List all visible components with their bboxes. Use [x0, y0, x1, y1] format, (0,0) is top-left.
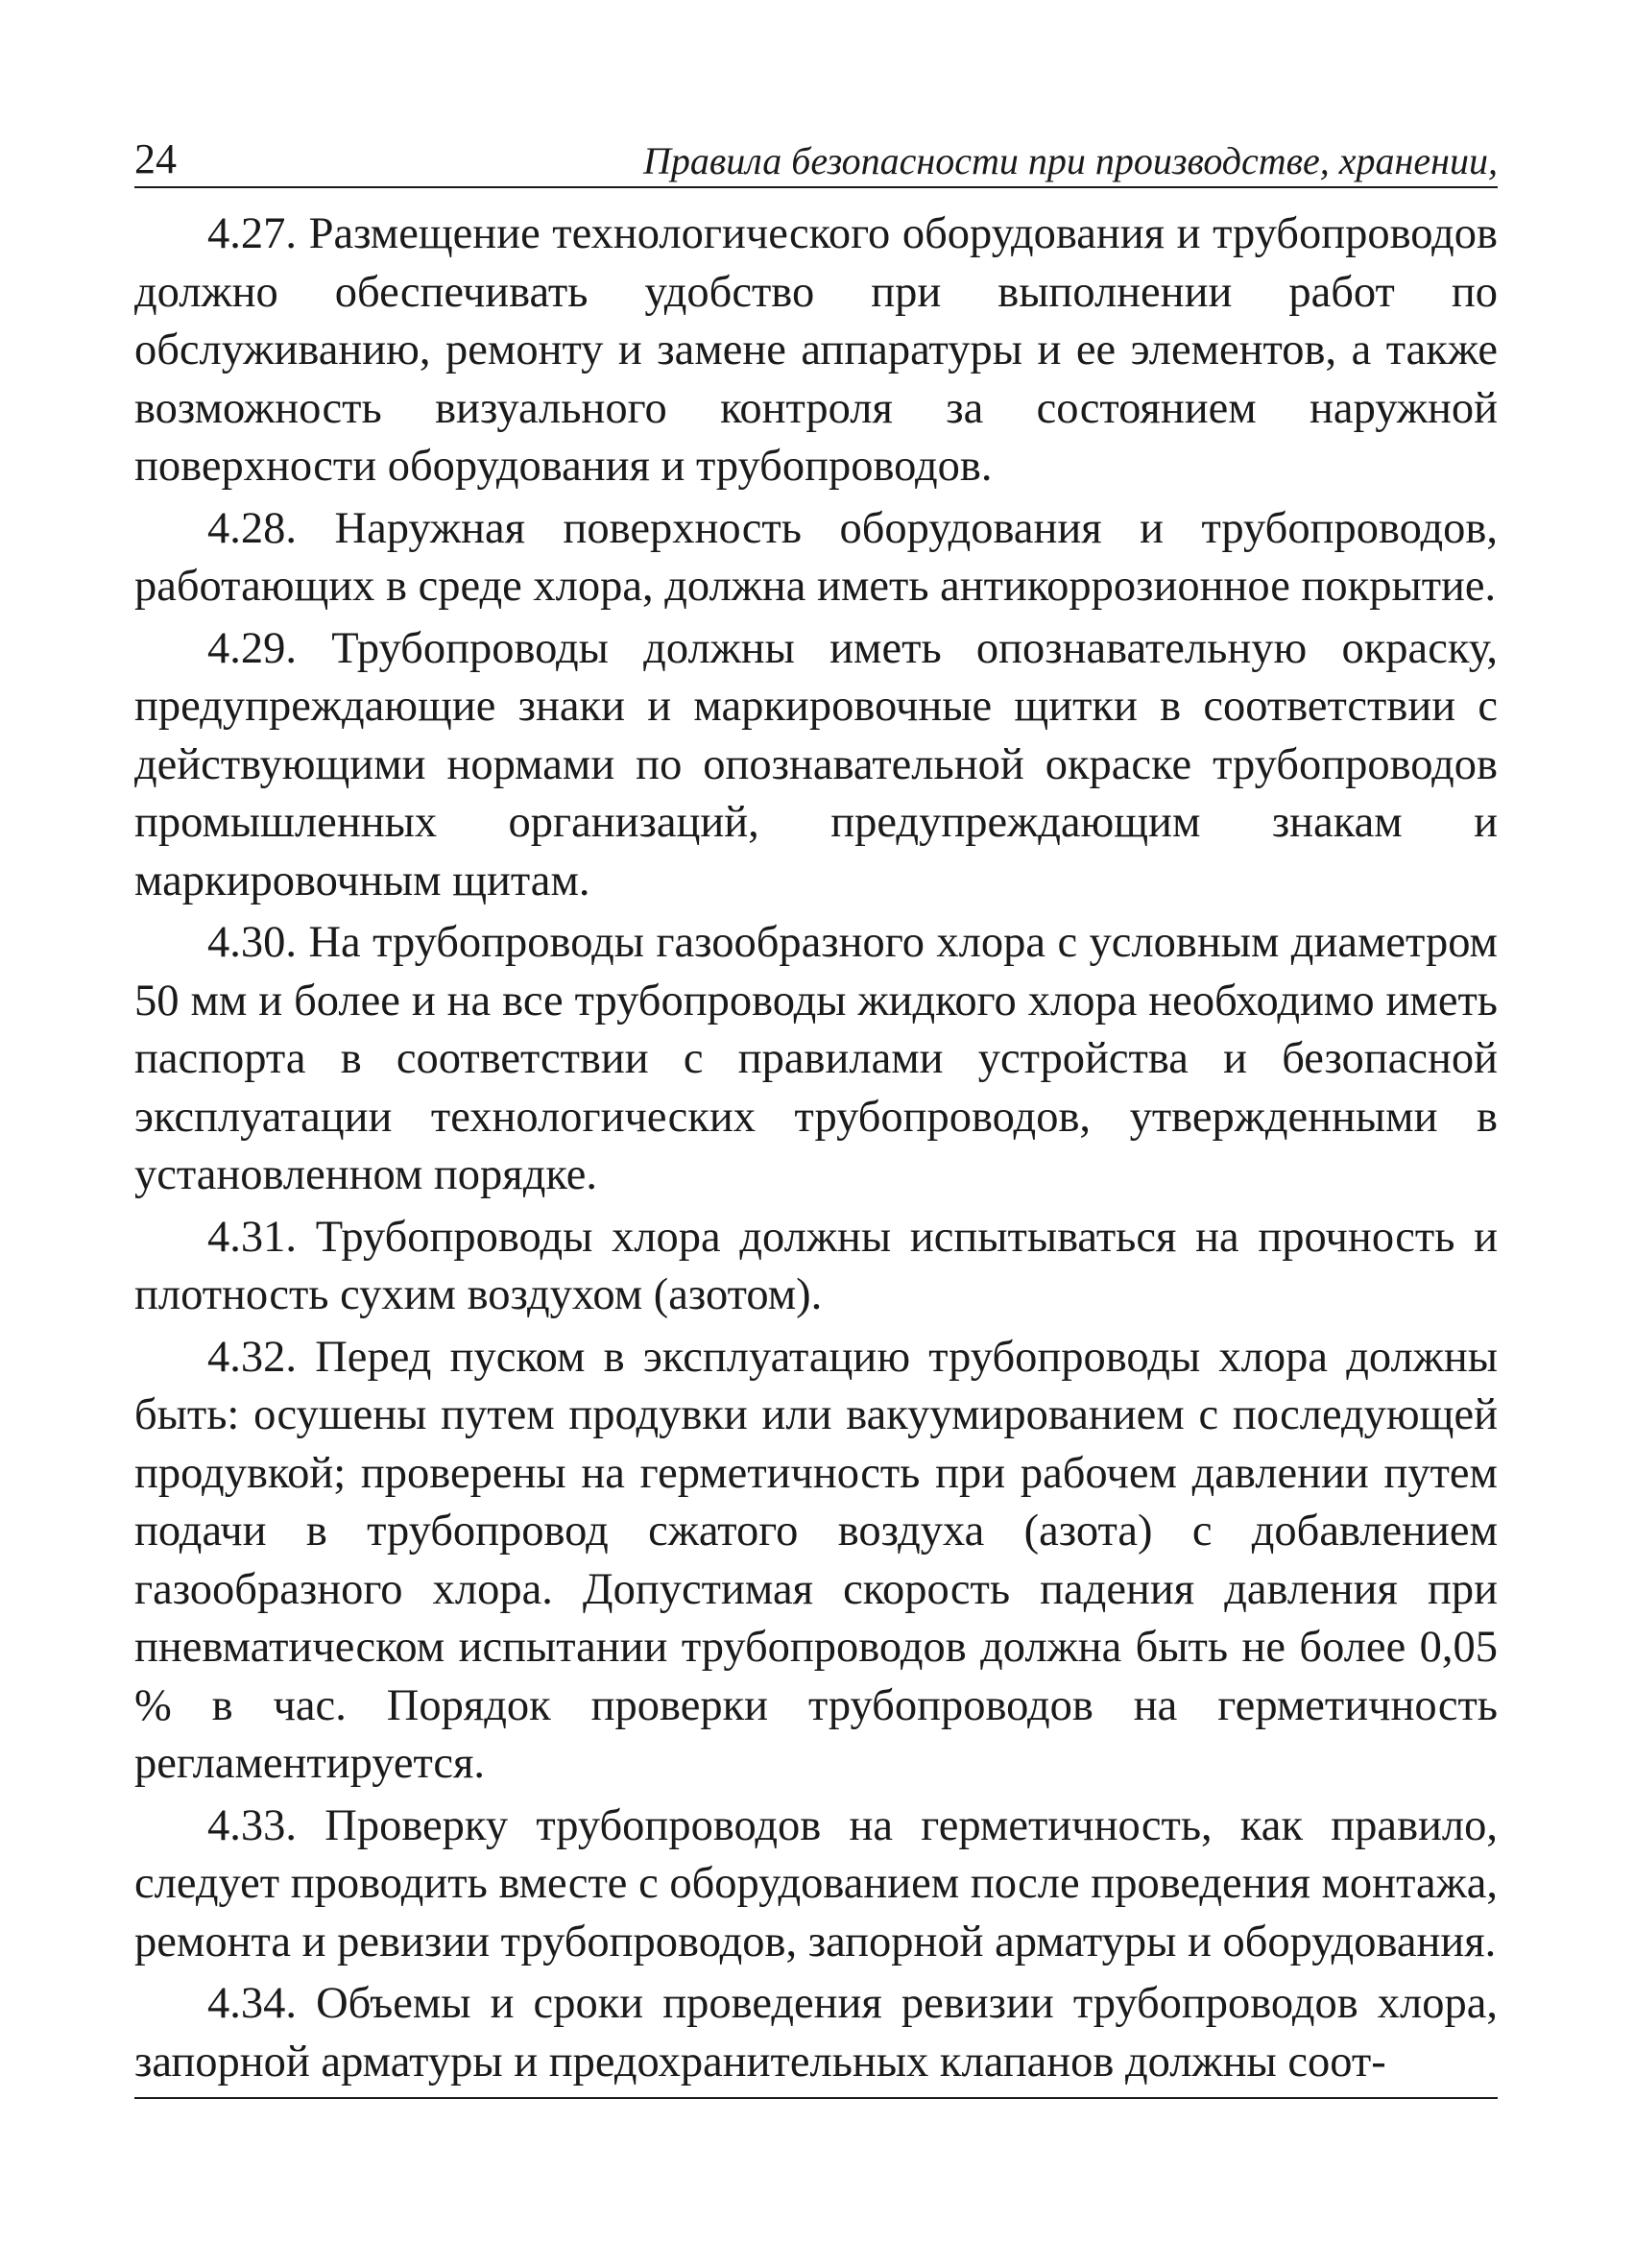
body-text: [134, 205, 1498, 2091]
paragraph-4-33: 4.33. Проверку трубопроводов на герметичность, как правило, следует проводить вместе с оборудованием после проведения монтажа, ремонта и ревизии трубопроводов, запорной арматуры и оборудования.: [134, 1800, 1498, 1966]
paragraph-4-32: 4.32. Перед пуском в эксплуатацию трубопроводы хлора должны быть: осушены путем продувки или вакуумированием с последующей продувкой; проверены на герметичность при рабочем давлении путем подачи в трубопровод сжатого воздуха (азота) с добавлением газообразного хлора. Допустимая скорость падения давления при пневматическом испытании трубопроводов должна быть не более 0,05 % в час. Порядок проверки трубопроводов на герметичность регламентируется.: [134, 1332, 1498, 1788]
paragraph-4-29: 4.29. Трубопроводы должны иметь опознавательную окраску, предупреждающие знаки и маркировочные щитки в соответствии с действующими нормами по опознавательной окраске трубопроводов промышленных организаций, предупреждающим знакам и маркировочным щитам.: [134, 623, 1498, 905]
running-header: [134, 125, 1498, 188]
paragraph-4-30: 4.30. На трубопроводы газообразного хлора с условным диаметром 50 мм и более и на все трубопроводы жидкого хлора необходимо иметь паспорта в соответствии с правилами устройства и безопасной эксплуатации технологических трубопроводов, утвержденными в установленном порядке.: [134, 918, 1498, 1199]
running-title: Правила безопасности при производстве, хранении,: [643, 139, 1498, 182]
bottom-rule: [134, 2097, 1498, 2099]
paragraph-4-28: 4.28. Наружная поверхность оборудования и трубопроводов, работающих в среде хлора, должна иметь антикоррозионное покрытие.: [134, 503, 1498, 611]
paragraph-4-34: 4.34. Объемы и сроки проведения ревизии трубопроводов хлора, запорной арматуры и предохранительных клапанов должны соот-: [134, 1979, 1498, 2087]
document-page: [134, 125, 1498, 2091]
paragraph-4-27: 4.27. Размещение технологического оборудования и трубопроводов должно обеспечивать удобство при выполнении работ по обслуживанию, ремонту и замене аппаратуры и ее элементов, а также возможность визуального контроля за состоянием наружной поверхности оборудования и трубопроводов.: [134, 209, 1498, 491]
page-number: 24: [134, 135, 177, 182]
paragraph-4-31: 4.31. Трубопроводы хлора должны испытываться на прочность и плотность сухим воздухом (азотом).: [134, 1212, 1498, 1319]
